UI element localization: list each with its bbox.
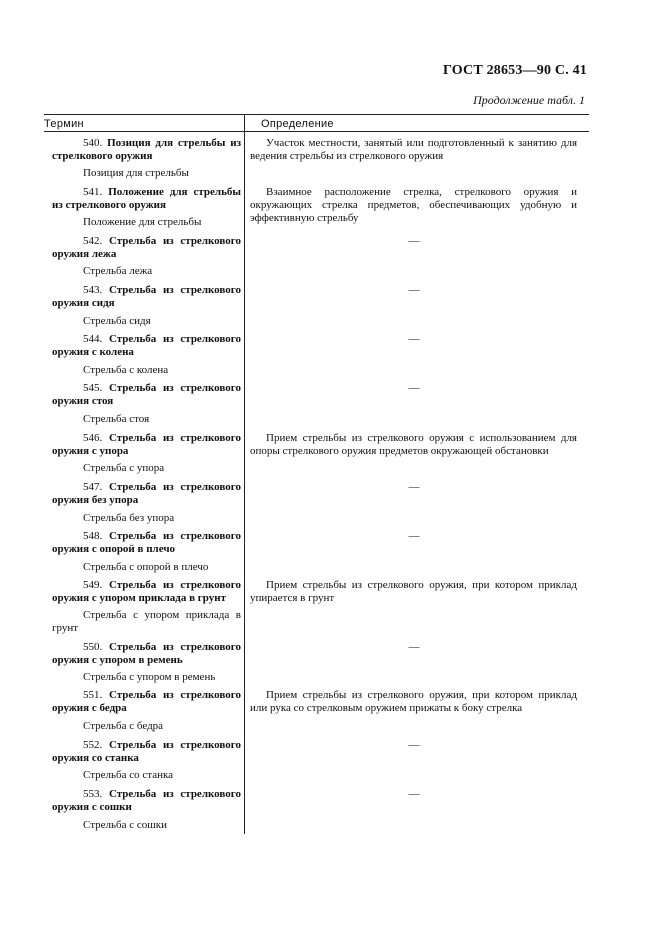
- term-number: 549.: [83, 579, 103, 591]
- term-entry: [52, 382, 241, 408]
- term-number: 546.: [83, 432, 103, 444]
- term-name: Стрельба из стрелкового оружия лежа: [52, 235, 241, 260]
- term-name: Стрельба из стрелкового оружия с упора: [52, 432, 241, 457]
- term-name: Стрельба из стрелкового оружия с колена: [52, 333, 241, 358]
- term-synonym: Стрельба сидя: [83, 315, 151, 327]
- term-synonym: Стрельба стоя: [83, 413, 150, 425]
- term-definition: Прием стрельбы из стрелкового оружия, при котором приклад или рука со стрелковым оружием прижаты к боку стрелка: [250, 689, 577, 714]
- column-header-definition: Определение: [261, 118, 334, 130]
- term-number: 551.: [83, 689, 103, 701]
- term-name: Положение для стрельбы из стрелкового оружия: [52, 186, 242, 211]
- term-number: 540.: [83, 137, 103, 149]
- term-synonym: Стрельба с бедра: [83, 720, 164, 732]
- term-definition: Прием стрельбы из стрелкового оружия, при котором приклад упирается в грунт: [250, 579, 577, 604]
- term-synonym: Стрельба с опорой в плечо: [83, 561, 209, 573]
- term-definition: Взаимное расположение стрелка, стрелкового оружия и окружающих стрелка предметов, обеспечивающих удобную и эффективную стрельбу: [250, 186, 577, 224]
- term-synonym: Стрельба с упором приклада в грунт: [52, 609, 241, 634]
- term-number: 552.: [83, 739, 103, 751]
- term-name: Стрельба из стрелкового оружия с бедра: [52, 689, 241, 714]
- term-entry: [52, 186, 241, 212]
- page-header: ГОСТ 28653—90 С. 41: [443, 63, 587, 78]
- definition-empty-dash: —: [408, 788, 420, 800]
- term-synonym: Стрельба без упора: [83, 512, 175, 524]
- term-synonym: Стрельба лежа: [83, 265, 153, 277]
- term-definition: Участок местности, занятый или подготовленный к занятию для ведения стрельбы из стрелкового оружия: [250, 137, 577, 162]
- term-entry: [52, 284, 241, 310]
- term-name: Стрельба из стрелкового оружия с упором приклада в грунт: [52, 579, 241, 604]
- definition-empty-dash: —: [408, 481, 420, 493]
- definition-empty-dash: —: [408, 641, 420, 653]
- term-synonym: Положение для стрельбы: [83, 216, 202, 228]
- term-name: Стрельба из стрелкового оружия стоя: [52, 382, 241, 407]
- term-entry: [52, 432, 241, 458]
- definition-empty-dash: —: [408, 739, 420, 751]
- term-entry: [52, 481, 241, 507]
- term-name: Стрельба из стрелкового оружия сидя: [52, 284, 241, 309]
- term-entry: [52, 333, 241, 359]
- term-entry: [52, 530, 241, 556]
- term-entry: [52, 689, 241, 715]
- term-entry: [52, 739, 241, 765]
- term-name: Позиция для стрельбы из стрелкового оружия: [52, 137, 241, 162]
- term-name: Стрельба из стрелкового оружия со станка: [52, 739, 241, 764]
- term-number: 548.: [83, 530, 103, 542]
- term-name: Стрельба из стрелкового оружия с сошки: [52, 788, 241, 813]
- term-number: 544.: [83, 333, 103, 345]
- term-number: 543.: [83, 284, 103, 296]
- term-entry: [52, 137, 241, 163]
- table-header-rule: [44, 131, 589, 132]
- term-number: 547.: [83, 481, 103, 493]
- term-entry: [52, 235, 241, 261]
- definition-empty-dash: —: [408, 530, 420, 542]
- definition-empty-dash: —: [408, 382, 420, 394]
- table-continuation-label: Продолжение табл. 1: [473, 93, 585, 107]
- term-entry: [52, 579, 241, 605]
- term-synonym: Позиция для стрельбы: [83, 167, 189, 179]
- definition-empty-dash: —: [408, 333, 420, 345]
- column-header-term: Термин: [44, 118, 84, 130]
- term-name: Стрельба из стрелкового оружия с опорой в плечо: [52, 530, 241, 555]
- term-number: 545.: [83, 382, 103, 394]
- term-synonym: Стрельба с упора: [83, 462, 165, 474]
- term-synonym: Стрельба с упором в ремень: [83, 671, 216, 683]
- definition-empty-dash: —: [408, 235, 420, 247]
- term-synonym: Стрельба с колена: [83, 364, 169, 376]
- term-definition: Прием стрельбы из стрелкового оружия с использованием для опоры стрелкового оружия предметов окружающей обстановки: [250, 432, 577, 457]
- term-synonym: Стрельба со станка: [83, 769, 174, 781]
- term-number: 550.: [83, 641, 103, 653]
- term-name: Стрельба из стрелкового оружия с упором в ремень: [52, 641, 241, 666]
- term-name: Стрельба из стрелкового оружия без упора: [52, 481, 241, 506]
- column-divider: [244, 114, 245, 834]
- term-number: 541.: [83, 186, 103, 198]
- term-number: 542.: [83, 235, 103, 247]
- table-top-rule: [44, 114, 589, 115]
- term-entry: [52, 641, 241, 667]
- definition-empty-dash: —: [408, 284, 420, 296]
- term-synonym: Стрельба с сошки: [83, 819, 167, 831]
- term-entry: [52, 788, 241, 814]
- term-number: 553.: [83, 788, 103, 800]
